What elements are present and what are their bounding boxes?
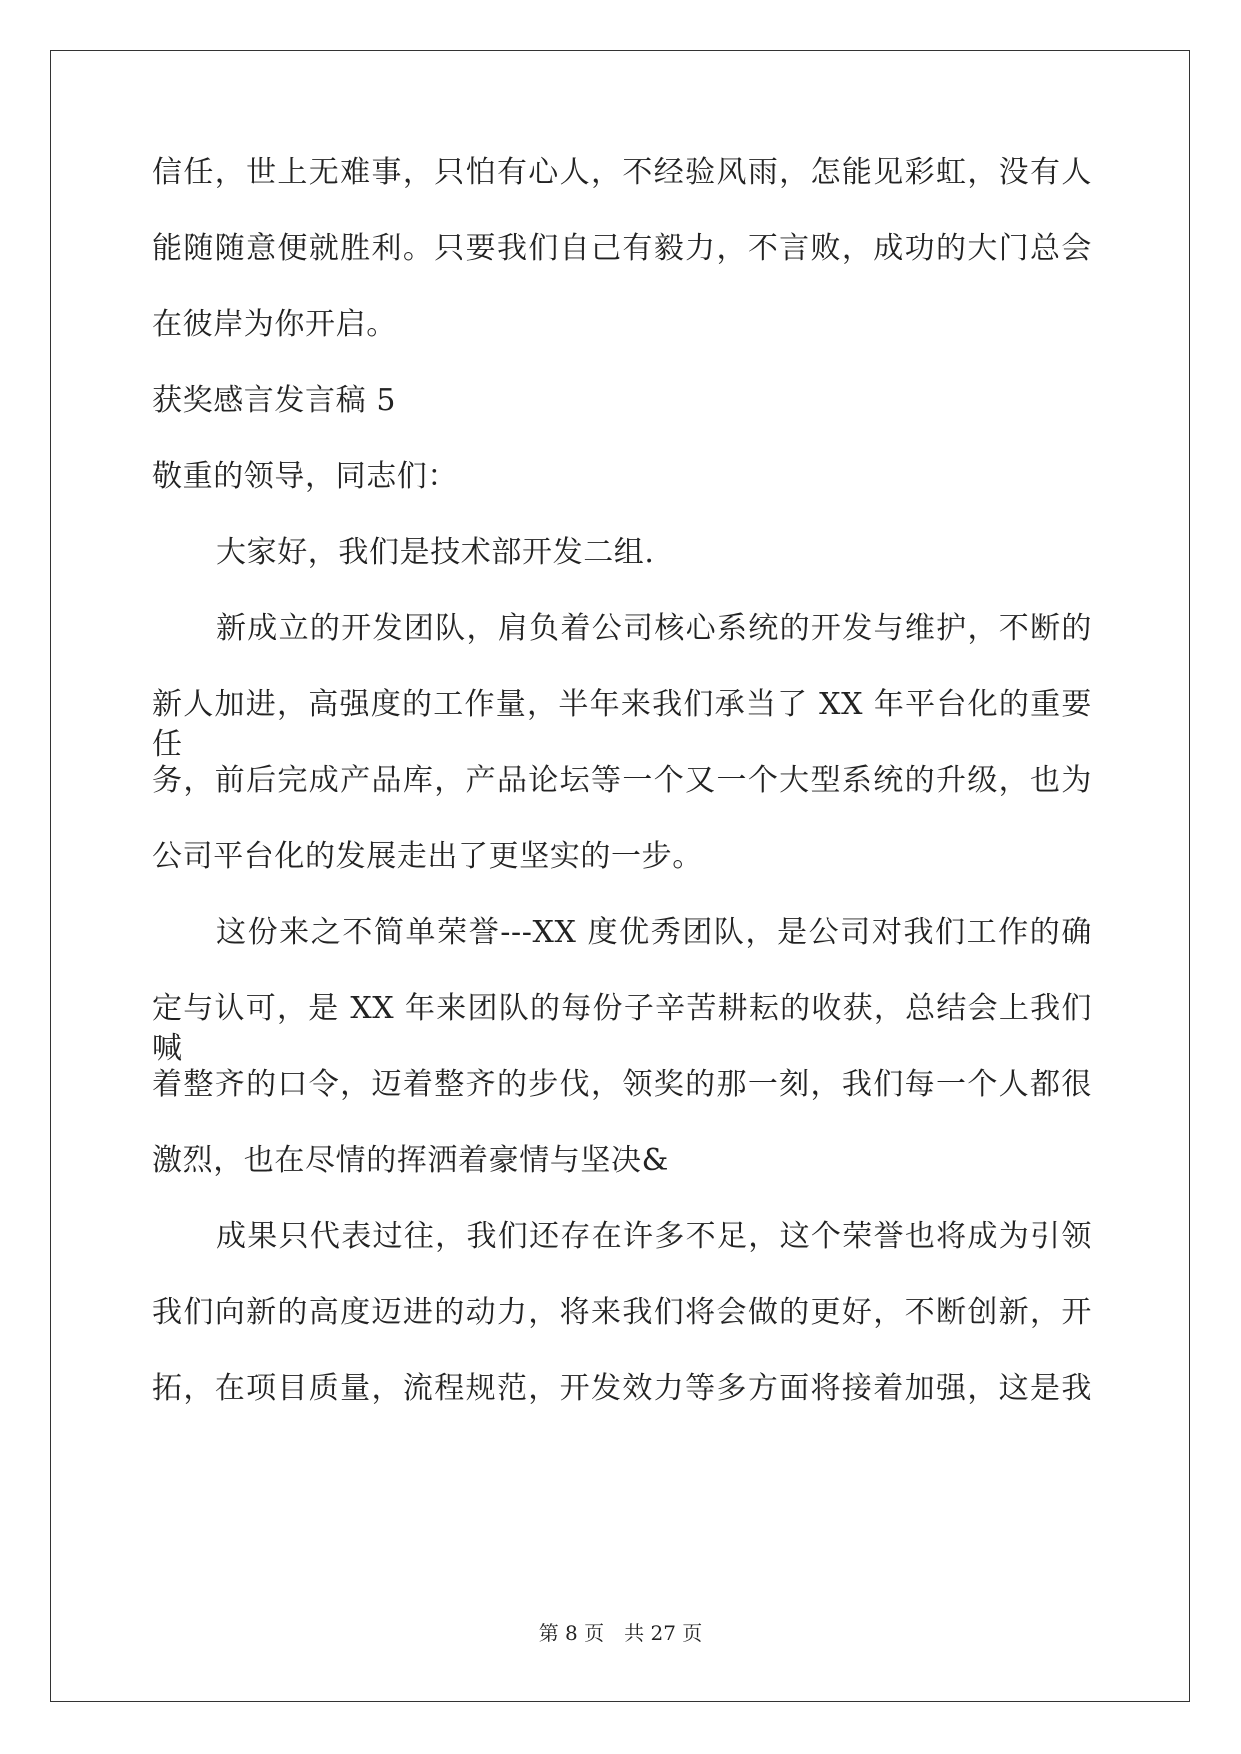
salutation: 敬重的领导，同志们： [152, 459, 458, 494]
body-line-10: 公司平台化的发展走出了更坚实的一步。 [152, 839, 703, 874]
body-line-11: 这份来之不简单荣誉---XX 度优秀团队，是公司对我们工作的确 [216, 915, 1092, 950]
body-line-14: 激烈，也在尽情的挥洒着豪情与坚决& [152, 1143, 669, 1178]
body-line-9: 务，前后完成产品库，产品论坛等一个又一个大型系统的升级，也为 [152, 763, 1092, 798]
body-line-1: 信任，世上无难事，只怕有心人，不经验风雨，怎能见彩虹，没有人 [152, 155, 1092, 190]
body-line-3: 在彼岸为你开启。 [152, 307, 397, 342]
greeting-paragraph: 大家好，我们是技术部开发二组. [216, 535, 655, 570]
body-line-2: 能随随意便就胜利。只要我们自己有毅力，不言败，成功的大门总会 [152, 231, 1092, 266]
body-line-8: 新人加进，高强度的工作量，半年来我们承当了 XX 年平台化的重要任 [152, 687, 1092, 762]
body-line-13: 着整齐的口令，迈着整齐的步伐，领奖的那一刻，我们每一个人都很 [152, 1067, 1092, 1102]
page-footer [0, 1620, 1241, 1646]
body-line-12: 定与认可，是 XX 年来团队的每份子辛苦耕耘的收获，总结会上我们喊 [152, 991, 1092, 1066]
body-line-17: 拓，在项目质量，流程规范，开发效力等多方面将接着加强，这是我 [152, 1371, 1092, 1406]
section-heading: 获奖感言发言稿 5 [152, 383, 397, 418]
body-line-16: 我们向新的高度迈进的动力，将来我们将会做的更好，不断创新，开 [152, 1295, 1092, 1330]
body-line-15: 成果只代表过往，我们还存在许多不足，这个荣誉也将成为引领 [216, 1219, 1092, 1254]
page-number: 第 8 页 [538, 1621, 605, 1645]
body-line-7: 新成立的开发团队，肩负着公司核心系统的开发与维护，不断的 [216, 611, 1092, 646]
page-total: 共 27 页 [624, 1621, 703, 1645]
